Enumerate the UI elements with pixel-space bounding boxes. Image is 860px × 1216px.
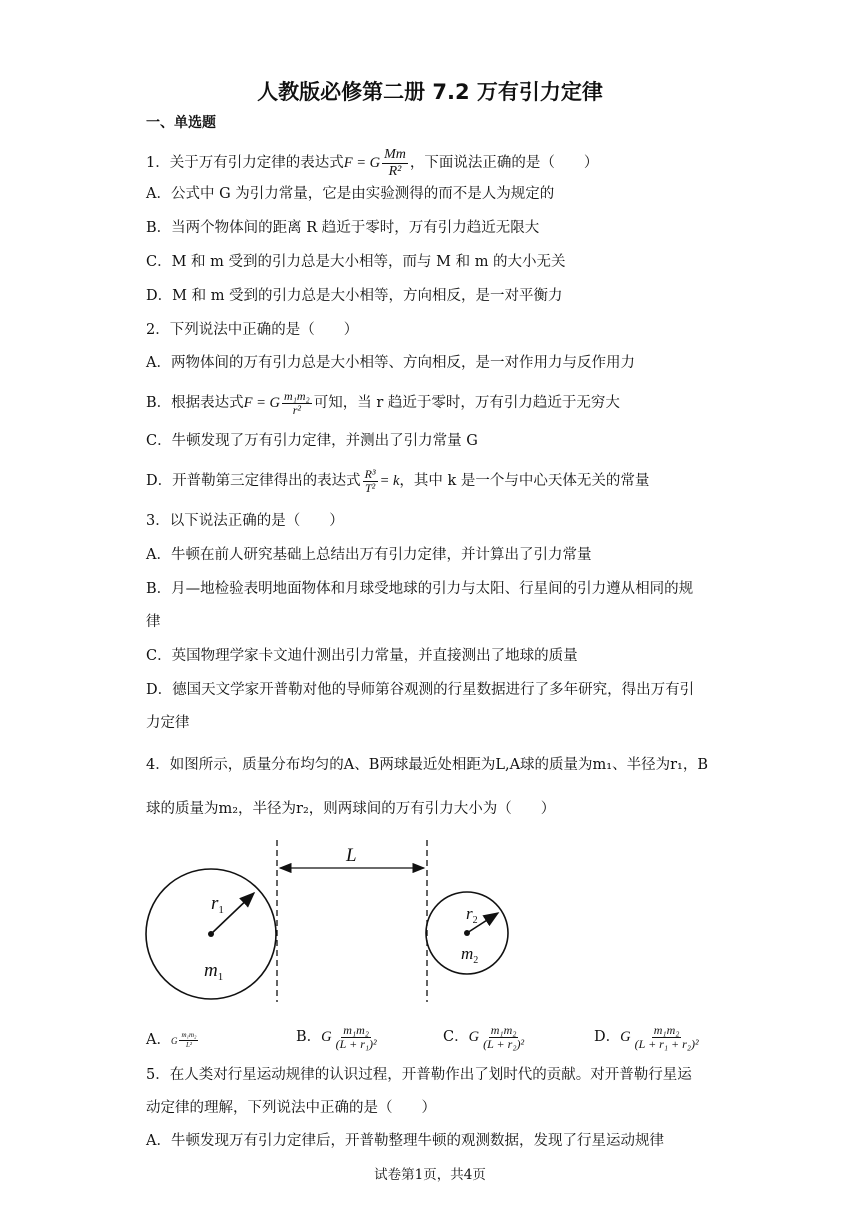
question-2-option-d: D．开普勒第三定律得出的表达式 $\frac{\text{R³}}{\text{T²}}$ = k，其中 k 是一个与中心天体无关的常量 <box>146 466 650 495</box>
question-5-stem-line1: 5．在人类对行星运动规律的认识过程，开普勒作出了划时代的贡献。对开普勒行星运 <box>146 1067 692 1083</box>
question-4-option-a: A．G $\frac{\text{m₁m₂}}{\text{L²}}$ <box>146 1030 197 1049</box>
question-2-option-a: A．两物体间的万有引力总是大小相等、方向相反，是一对作用力与反作用力 <box>146 355 635 371</box>
two-spheres-figure <box>0 830 860 1030</box>
question-3-option-a: A．牛顿在前人研究基础上总结出万有引力定律，并计算出了引力常量 <box>146 547 592 563</box>
mass-m2-label: $m_2$ <box>461 944 479 966</box>
question-1-option-d: D．M 和 m 受到的引力总是大小相等，方向相反，是一对平衡力 <box>146 288 563 304</box>
question-3-option-b-line2: 律 <box>146 614 161 630</box>
question-1-option-c: C．M 和 m 受到的引力总是大小相等，而与 M 和 m 的大小无关 <box>146 254 566 270</box>
question-5-option-a: A．牛顿发现万有引力定律后，开普勒整理牛顿的观测数据，发现了行星运动规律 <box>146 1133 664 1149</box>
question-4-stem-line1: 4．如图所示，质量分布均匀的A、B两球最近处相距为L,A球的质量为m₁、半径为r₁，B <box>146 757 709 773</box>
question-3-option-b-line1: B．月—地检验表明地面物体和月球受地球的引力与太阳、行星间的引力遵从相同的规 <box>146 581 694 597</box>
question-3-stem: 3．以下说法正确的是（ ） <box>146 513 344 529</box>
question-4-option-b: B．G $\frac{\text{m₁m₂}}{\text{(L + r₁)²}}$ <box>296 1022 377 1051</box>
question-2-option-b: B．根据表达式F = G $\frac{\text{m₁m₂}}{\text{r²}}$ 可知，当 r 趋近于零时，万有引力趋近于无穷大 <box>146 388 620 417</box>
question-1-stem: 1．关于万有引力定律的表达式F = G $\frac{Mm}{\text{R²}}$ ，下面说法正确的是（ ） <box>146 146 599 179</box>
radius-r1-label: $r_1$ <box>211 893 224 916</box>
question-2-stem: 2．下列说法中正确的是（ ） <box>146 322 359 338</box>
question-2-option-c: C．牛顿发现了万有引力定律，并测出了引力常量 G <box>146 433 478 449</box>
question-4-option-c: C．G $\frac{\text{m₁m₂}}{\text{(L + r₂)²}}$ <box>443 1022 525 1051</box>
page-footer: 试卷第1页，共4页 <box>374 1167 486 1183</box>
question-3-option-c: C．英国物理学家卡文迪什测出引力常量，并直接测出了地球的质量 <box>146 648 578 664</box>
question-4-stem-line2: 球的质量为m₂，半径为r₂，则两球间的万有引力大小为（ ） <box>146 801 556 817</box>
page-title: 人教版必修第二册 7.2 万有引力定律 <box>257 80 603 104</box>
question-5-stem-line2: 动定律的理解，下列说法中正确的是（ ） <box>146 1100 436 1116</box>
question-1-option-a: A．公式中 G 为引力常量，它是由实验测得的而不是人为规定的 <box>146 186 555 202</box>
mass-m1-label: $m_1$ <box>204 960 224 983</box>
distance-label: L <box>346 845 357 866</box>
radius-r2-label: $r_2$ <box>466 904 478 926</box>
question-4-option-d: D．G $\frac{\text{m₁m₂}}{\text{(L + r₁ + r₂)²}}$ <box>594 1022 699 1051</box>
question-1-option-b: B．当两个物体间的距离 R 趋近于零时，万有引力趋近无限大 <box>146 220 540 236</box>
question-3-option-d-line2: 力定律 <box>146 715 190 731</box>
section-heading: 一、单选题 <box>146 115 216 131</box>
question-3-option-d-line1: D．德国天文学家开普勒对他的导师第谷观测的行星数据进行了多年研究，得出万有引 <box>146 682 695 698</box>
